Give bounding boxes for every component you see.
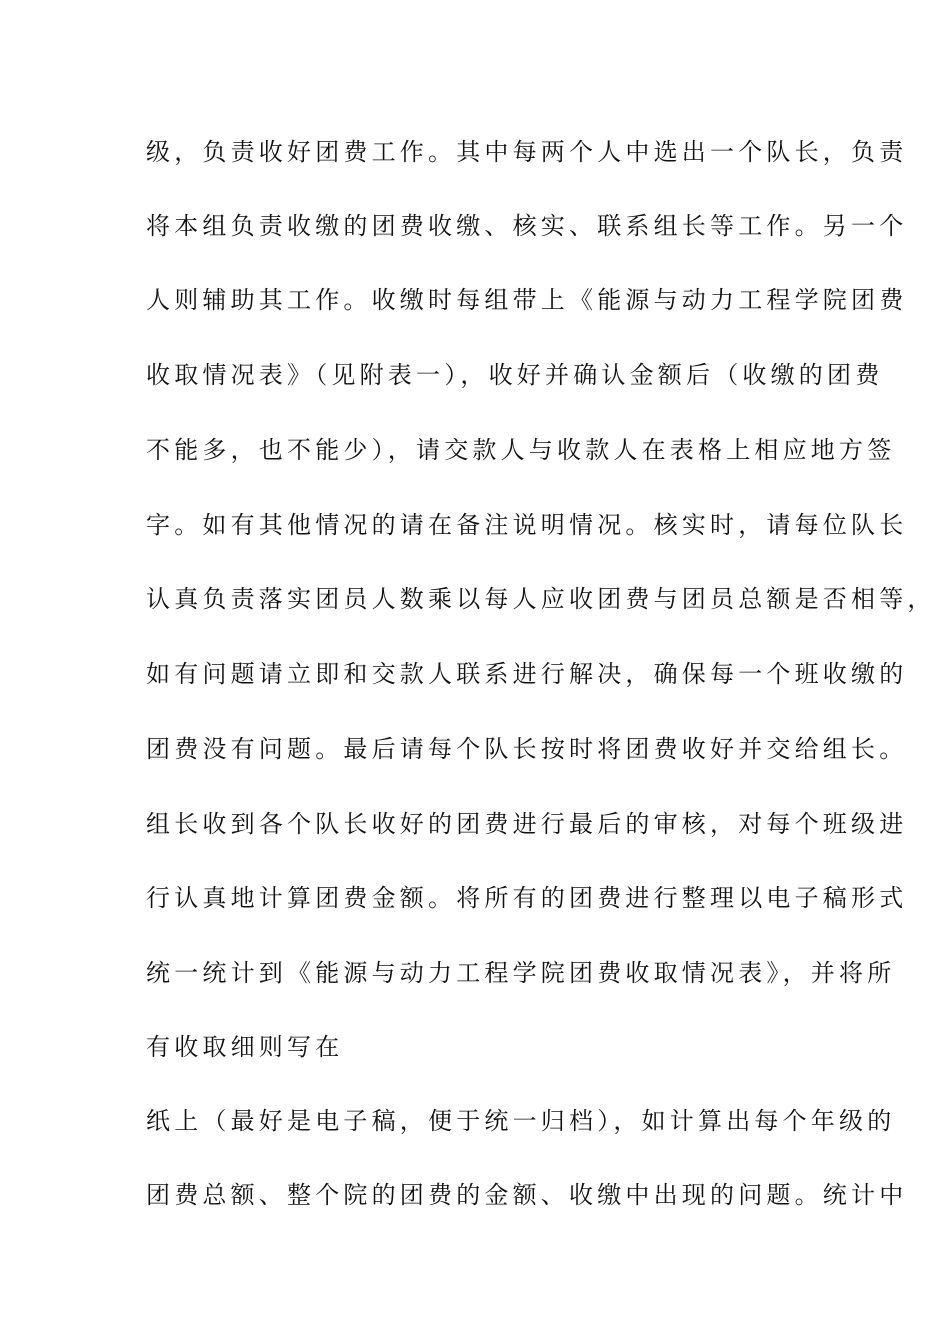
text-line-10: 组长收到各个队长收好的团费进行最后的审核，对每个班级进 (146, 810, 908, 838)
text-line-1: 级，负责收好团费工作。其中每两个人中选出一个队长，负责 (146, 138, 908, 166)
text-line-15: 团费总额、整个院的团费的金额、收缴中出现的问题。统计中 (146, 1181, 908, 1209)
text-line-9: 团费没有问题。最后请每个队长按时将团费收好并交给组长。 (146, 735, 908, 763)
text-line-11: 行认真地计算团费金额。将所有的团费进行整理以电子稿形式 (146, 884, 908, 912)
text-line-7: 认真负责落实团员人数乘以每人应收团费与团员总额是否相等， (146, 585, 936, 613)
text-line-4: 收取情况表》（见附表一），收好并确认金额后（收缴的团费 (146, 361, 884, 389)
text-line-8: 如有问题请立即和交款人联系进行解决，确保每一个班收缴的 (146, 660, 908, 688)
text-line-12: 统一统计到《能源与动力工程学院团费收取情况表》，并将所 (146, 959, 896, 987)
text-line-13: 有收取细则写在 (146, 1033, 344, 1061)
text-line-2: 将本组负责收缴的团费收缴、核实、联系组长等工作。另一个 (146, 212, 908, 240)
text-line-3: 人则辅助其工作。收缴时每组带上《能源与动力工程学院团费 (146, 286, 908, 314)
text-line-5: 不能多，也不能少），请交款人与收款人在表格上相应地方签 (146, 436, 896, 464)
text-line-14: 纸上（最好是电子稿，便于统一归档），如计算出每个年级的 (146, 1107, 896, 1135)
text-line-6: 字。如有其他情况的请在备注说明情况。核实时，请每位队长 (146, 511, 908, 539)
